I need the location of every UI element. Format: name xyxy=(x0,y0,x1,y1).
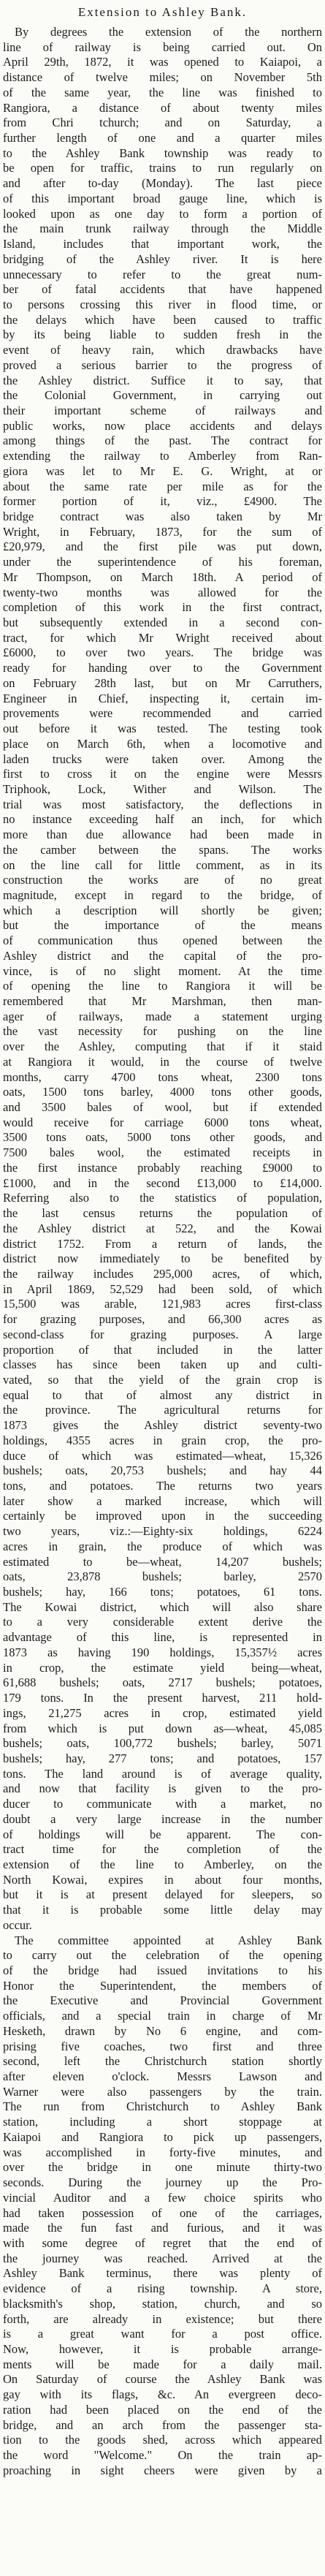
article-line: of the same year, the line was finished to xyxy=(3,85,322,99)
article-line: prising five coaches, two first and three xyxy=(3,2039,322,2053)
article-line: Referring also to the statistics of population, xyxy=(3,1191,322,1205)
article-line: ager of railways, made a statement urging xyxy=(3,1009,322,1023)
article-line: be open for traffic, trains to run regularly on xyxy=(3,161,322,175)
article-line: in crop, the estimate yield being—wheat, xyxy=(3,1660,322,1675)
article-line: of the bridge had issued invitations to his xyxy=(3,1963,322,1977)
article-line: after eleven o'clock. Messrs Lawson and xyxy=(3,2069,322,2084)
article-line: bushels; oats, 20,753 bushels; and hay 44 xyxy=(3,1463,322,1478)
article-line: oats, 1500 tons barley, 4000 tons other goods, xyxy=(3,1085,322,1099)
article-line: bushels; hay, 166 tons; potatoes, 61 tons. xyxy=(3,1585,322,1599)
article-line: laden trucks were taken over. Among the xyxy=(3,751,322,766)
article-line: the journey was reached. Arrived at the xyxy=(3,2251,322,2265)
article-line: 179 tons. In the present harvest, 211 hold- xyxy=(3,1691,322,1705)
article-line: Triphook, Lock, Wither and Wilson. The xyxy=(3,781,322,796)
article-line: proved a serious barrier to the progress of xyxy=(3,357,322,372)
article-line: would receive for carriage 6000 tons wheat, xyxy=(3,1115,322,1129)
article-line: the first instance probably reaching £9000 to xyxy=(3,1160,322,1175)
article-line: that it is probable some little delay may xyxy=(3,1903,322,1917)
article-line: extension of the line to Amberley, on the xyxy=(3,1857,322,1871)
article-line: station, including a short stoppage at xyxy=(3,2115,322,2129)
article-line: by its being liable to sudden fresh in the xyxy=(3,327,322,342)
article-line: occur. xyxy=(3,1917,32,1932)
article-line: with some degree of regret that the end of xyxy=(3,2235,322,2250)
article-line: Ashley district and the capital of the pro- xyxy=(3,948,322,963)
article-line: on the line call for little comment, as in its xyxy=(3,857,322,872)
article-line: over the bridge in one minute thirty-two xyxy=(3,2160,322,2175)
article-line: district 1752. From a return of lands, the xyxy=(3,1236,322,1251)
article-line: proportion of that included in the latter xyxy=(3,1342,322,1357)
article-line: made the fun fast and furious, and it was xyxy=(3,2221,322,2235)
article-line: the Colonial Government, in carrying out xyxy=(3,388,322,403)
article-line: to the Ashley Bank township was ready to xyxy=(3,145,322,160)
article-line: extending the railway to Amberley from Ran- xyxy=(3,449,322,463)
article-line: had taken possession of one of the carriages, xyxy=(3,2205,322,2220)
article-paragraph xyxy=(3,25,322,1933)
article-line: £20,979, and the first pile was put down, xyxy=(3,539,322,554)
article-line: tons. The land around is of average quality, xyxy=(3,1766,322,1781)
article-line: to carry out the celebration of the opening xyxy=(3,1948,322,1963)
article-line: The committee appointed at Ashley Bank xyxy=(15,1933,322,1947)
article-line: first to cross it on the engine were Messrs xyxy=(3,767,322,781)
article-line: distance of twelve miles; on November 5th xyxy=(3,70,322,85)
article-line: forth, are already in existence; but there xyxy=(3,2311,322,2326)
article-line: Ashley Bank terminus, there was plenty of xyxy=(3,2266,322,2281)
article-line: 1873 as having 190 holdings, 15,357½ acres xyxy=(3,1645,322,1659)
article-line: of this important broad gauge line, which is xyxy=(3,191,322,205)
article-body xyxy=(3,25,322,2478)
article-line: giora was let to Mr E. G. Wright, at or xyxy=(3,463,322,478)
article-line: provements were recommended and carried xyxy=(3,706,322,721)
article-line: gay with its flags, &c. An evergreen deco- xyxy=(3,2387,322,2402)
article-line: and now that facility is given to the pro- xyxy=(3,1781,322,1796)
article-line: April 29th, 1872, it was opened to Kaiapoi, a xyxy=(3,55,322,69)
article-line: ducer to communicate with a market, no xyxy=(3,1797,322,1811)
article-title: Extension to Ashley Bank. xyxy=(77,5,248,19)
article-line: By degrees the extension of the northern xyxy=(15,25,322,39)
article-line: On Saturday of course the Ashley Bank was xyxy=(3,2372,322,2387)
article-line: more than due allowance had been made in xyxy=(3,827,322,842)
article-line: advantage of this line, is represented in xyxy=(3,1630,322,1645)
article-line: of communication thus opened between the xyxy=(3,933,322,948)
article-line: no instance exceeding half an inch, for which xyxy=(3,812,322,827)
article-line: equal to that of almost any district in xyxy=(3,1387,322,1402)
article-line: the delays which have been caused to traffic xyxy=(3,312,322,327)
article-line: out before it was tested. The testing took xyxy=(3,721,322,736)
article-line: Now, however, it is probable arrange- xyxy=(3,2341,322,2356)
article-paragraph xyxy=(3,1933,322,2479)
article-line: The run from Christchurch to Ashley Bank xyxy=(3,2099,322,2114)
article-line: of holdings will be apparent. The con- xyxy=(3,1827,322,1841)
article-line: event of heavy rain, which drawbacks have xyxy=(3,343,322,357)
article-line: tons, and potatoes. The returns two years xyxy=(3,1479,322,1493)
article-line: former portion of it, viz., £4900. The xyxy=(3,494,322,509)
article-line: to persons crossing this river in flood time, or xyxy=(3,297,322,311)
article-line: blacksmith's shop, station, church, and so xyxy=(3,2296,322,2311)
article-line: the word "Welcome." On the train ap- xyxy=(3,2448,322,2462)
article-line: evidence of a rising township. A store, xyxy=(3,2281,322,2296)
article-line: second, left the Christchurch station shortly xyxy=(3,2054,322,2069)
article-line: Engineer in Chief, inspecting it, certain im- xyxy=(3,691,322,705)
article-line: Wright, in February, 1873, for the sum of xyxy=(3,524,322,539)
article-line: over the Ashley, computing that if it staid xyxy=(3,1039,322,1054)
article-line: 1873 gives the Ashley district seventy-two xyxy=(3,1418,322,1433)
article-line: Rangiora, a distance of about twenty miles xyxy=(3,100,322,115)
article-line: tract time for the completion of the xyxy=(3,1842,322,1857)
article-line: £6000, to over two years. The bridge was xyxy=(3,645,322,660)
article-line: tract, for which Mr Wright received about xyxy=(3,630,322,645)
article-line: ments will be made for a daily mail. xyxy=(3,2357,322,2371)
article-line: North Kowai, expires in about four months, xyxy=(3,1872,322,1887)
article-line: about the same rate per mile as for the xyxy=(3,479,322,493)
article-line: 3500 tons oats, 5000 tons other goods, and xyxy=(3,1130,322,1145)
article-line: public works, now place accidents and delays xyxy=(3,418,322,433)
article-line: the main trunk railway through the Middle xyxy=(3,221,322,236)
article-line: bridging of the Ashley river. It is here xyxy=(3,251,322,266)
article-line: Warner were also passengers by the train. xyxy=(3,2084,322,2099)
article-line: but the importance of the means xyxy=(3,918,322,933)
article-line: of opening the line to Rangiora it will be xyxy=(3,979,322,993)
article-line: magnitude, except in regard to the bridge, of xyxy=(3,887,322,902)
article-line: looked upon as one day to form a portion of xyxy=(3,206,322,221)
article-line: tion to the goods shed, across which appeared xyxy=(3,2433,322,2447)
article-line: bushels; hay, 277 tons; and potatoes, 157 xyxy=(3,1751,322,1765)
article-line: line of railway is being carried out. On xyxy=(3,39,322,54)
article-line: and after to-day (Monday). The last piece xyxy=(3,176,322,191)
article-line: £1000, and in the second £13,000 to £14,000. xyxy=(3,1175,322,1190)
article-line: Honor the Superintendent, the members of xyxy=(3,1978,322,1993)
article-line: the vast necessity for pushing on the line xyxy=(3,1024,322,1039)
article-line: doubt a very large increase in the number xyxy=(3,1811,322,1826)
article-line: from which is put down as—wheat, 45,085 xyxy=(3,1721,322,1735)
article-line: later show a marked increase, which will xyxy=(3,1493,322,1508)
article-line: the railway includes 295,000 acres, of which, xyxy=(3,1266,322,1281)
article-line: oats, 23,878 bushels; barley, 2570 xyxy=(3,1569,322,1584)
article-line: completion of this work in the first contract, xyxy=(3,600,322,615)
article-line: officials, and a special train in charge of Mr xyxy=(3,2009,322,2023)
article-line: the Ashley district at 522, and the Kowai xyxy=(3,1221,322,1235)
article-line: was accomplished in forty-five minutes, and xyxy=(3,2145,322,2159)
article-line: among things of the past. The contract for xyxy=(3,433,322,448)
article-line: to a very considerable extent derive the xyxy=(3,1615,322,1629)
article-line: second-class for grazing purposes. A large xyxy=(3,1327,322,1341)
article-line: the province. The agricultural returns for xyxy=(3,1403,322,1417)
article-line: their important scheme of railways and xyxy=(3,403,322,417)
article-line: The Kowai district, which will also share xyxy=(3,1599,322,1614)
article-line: the Executive and Provincial Government xyxy=(3,1993,322,2008)
article-line: 61,688 bushels; oats, 2717 bushels; potatoes, xyxy=(3,1675,322,1690)
article-line: vincial Auditor and a few choice spirits who xyxy=(3,2190,322,2205)
article-line: 15,500 was arable, 121,983 acres first-class xyxy=(3,1297,322,1311)
article-line: is a great want for a post office. xyxy=(3,2327,322,2341)
article-line: ready for handing over to the Government xyxy=(3,661,322,675)
article-line: trial was most satisfactory, the deflections in xyxy=(3,797,322,811)
article-line: Mr Thompson, on March 18th. A period of xyxy=(3,569,322,584)
article-line: estimated to be—wheat, 14,207 bushels; xyxy=(3,1554,322,1569)
article-line: at Rangiora it would, in the course of twelve xyxy=(3,1054,322,1069)
article-line: under the superintendence of his foreman, xyxy=(3,555,322,569)
article-line: but subsequently extended in a second con- xyxy=(3,615,322,630)
article-line: vince, is of no slight moment. At the time xyxy=(3,963,322,978)
article-line: for grazing purposes, and 66,300 acres as xyxy=(3,1312,322,1327)
article-line: the camber between the spans. The works xyxy=(3,842,322,857)
article-line: which a description will shortly be given; xyxy=(3,903,322,917)
article-line: on February 28th last, but on Mr Carruthers, xyxy=(3,675,322,690)
article-line: but it is at present delayed for sleepers, so xyxy=(3,1887,322,1902)
article-line: seconds. During the journey up the Pro- xyxy=(3,2175,322,2190)
article-line: ration had been placed on the end of the xyxy=(3,2402,322,2417)
article-line: twenty-two months was allowed for the xyxy=(3,585,322,599)
article-line: bridge contract was also taken by Mr xyxy=(3,509,322,523)
article-line: from Chri tchurch; and on Saturday, a xyxy=(3,115,322,130)
article-line: further length of one and a quarter miles xyxy=(3,131,322,145)
article-line: construction the works are of no great xyxy=(3,873,322,887)
article-line: unnecessary to refer to the great num- xyxy=(3,267,322,281)
article-line: ber of fatal accidents that have happened xyxy=(3,282,322,297)
article-line: bridge, and an arch from the passenger sta- xyxy=(3,2417,322,2432)
article-line: months, carry 4700 tons wheat, 2300 tons xyxy=(3,1069,322,1084)
article-line: proaching in sight cheers were given by a xyxy=(3,2463,322,2477)
article-line: remembered that Mr Marshman, then man- xyxy=(3,994,322,1008)
article-line: 7500 bales wool, the estimated receipts in xyxy=(3,1145,322,1160)
article-line: Hesketh, drawn by No 6 engine, and com- xyxy=(3,2023,322,2038)
article-line: Island, includes that important work, the xyxy=(3,237,322,251)
article-line: holdings, 4355 acres in grain crop, the pro- xyxy=(3,1433,322,1447)
article-line: acres in grain, the produce of which was xyxy=(3,1539,322,1553)
article-line: and 3500 bales of wool, but if extended xyxy=(3,1100,322,1115)
article-line: classes has since been taken up and culti- xyxy=(3,1357,322,1372)
article-line: the last census returns the population of xyxy=(3,1206,322,1221)
article-line: vated, so that the yield of the grain crop is xyxy=(3,1372,322,1387)
article-line: two years, viz.:—Eighty-six holdings, 6224 xyxy=(3,1524,322,1539)
article-line: ings, 21,275 acres in crop, estimated yield xyxy=(3,1705,322,1720)
article-line: place on March 6th, when a locomotive and xyxy=(3,736,322,751)
article-line: Kaiapoi and Rangiora to pick up passengers, xyxy=(3,2129,322,2144)
article-line: certainly be improved upon in the succeeding xyxy=(3,1509,322,1523)
article-line: in April 1869, 52,529 had been sold, of which xyxy=(3,1281,322,1296)
article-line: bushels; oats, 100,772 bushels; barley, 5071 xyxy=(3,1736,322,1751)
article-line: duce of which was estimated—wheat, 15,326 xyxy=(3,1448,322,1463)
article-line: the Ashley district. Suffice it to say, that xyxy=(3,373,322,387)
article-line: district now immediately to be benefited by xyxy=(3,1251,322,1266)
